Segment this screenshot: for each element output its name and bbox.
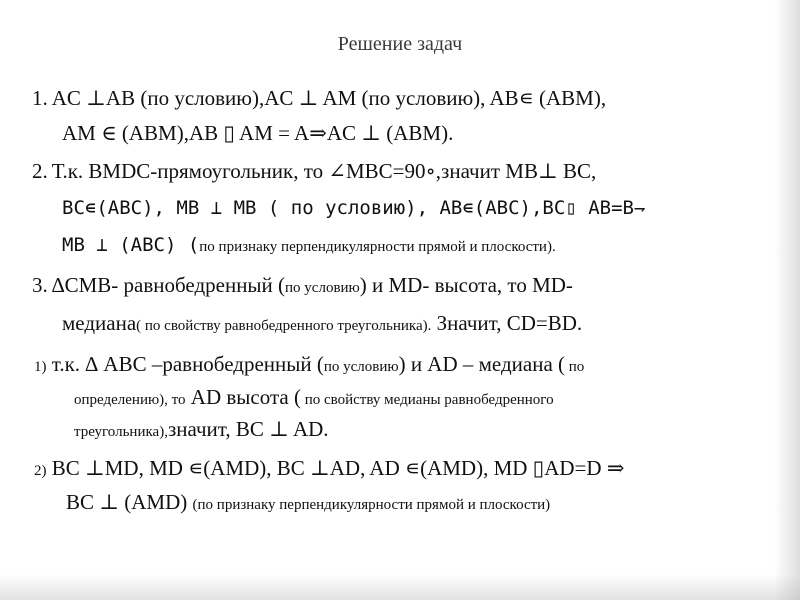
line-note: определению), то <box>74 392 186 408</box>
slide-title: Решение задач <box>337 33 463 55</box>
line-10 <box>74 417 329 442</box>
line-3 <box>32 159 596 184</box>
line-8 <box>34 352 584 377</box>
line-text: BC ⊥MD, MD ∊(AMD), BC ⊥AD, AD ∊(AMD), MD ▯AD=D ⇒ <box>46 456 625 480</box>
line-2 <box>62 121 453 146</box>
line-note: ( по свойству равнобедренного треугольника). <box>136 318 432 334</box>
item-number: 1. <box>32 86 48 110</box>
line-7 <box>62 311 582 336</box>
line-text: AC ⊥AB (по условию),AC ⊥ AM (по условию), AB∊ (ABM), <box>51 86 607 110</box>
line-note: (по признаку перпендикулярности прямой и плоскости) <box>192 497 551 513</box>
item-number: 2) <box>34 463 47 479</box>
line-text: AM ∈ (ABM),AB ▯ AM = A⇒AC ⊥ (ABM). <box>62 121 454 145</box>
item-number: 1) <box>34 359 47 375</box>
line-main: т.к. ∆ ABC –равнобедренный ( <box>46 352 324 376</box>
line-note: по признаку перпендикулярности прямой и плоскости). <box>199 239 556 255</box>
item-number: 2. <box>32 159 48 183</box>
line-12 <box>66 490 550 515</box>
line-note: по условию <box>323 359 399 375</box>
line-note: по условию <box>285 280 360 296</box>
line-1 <box>32 86 606 111</box>
line-main: MB ⊥ (ABC) ( <box>62 234 200 256</box>
line-11 <box>34 456 624 481</box>
line-note-2: по свойству медианы равнобедренного <box>300 392 554 408</box>
line-text: Т.к. BMDC-прямоугольник, то ∠MBC=90∘,значит MB⊥ BC, <box>51 159 597 183</box>
slide-shadow-right <box>774 0 800 600</box>
line-9 <box>74 385 554 410</box>
line-main: значит, BC ⊥ AD. <box>167 417 329 441</box>
line-tail: ) и MD- высота, то MD- <box>359 273 573 297</box>
line-main: BC ⊥ (AMD) <box>66 490 193 514</box>
line-main: ∆CMB- равнобедренный ( <box>51 273 286 297</box>
line-5 <box>62 234 556 256</box>
line-main: медиана <box>62 311 137 335</box>
slide-shadow-bottom <box>0 574 800 600</box>
line-note: треугольника), <box>74 424 168 440</box>
line-text: BC∊(ABC), MB ⊥ MB ( по условию), AB∊(ABC),BC▯ AB=B⇁ <box>62 197 646 219</box>
line-note-2: по <box>565 359 585 375</box>
line-6 <box>32 273 573 298</box>
line-tail: Значит, CD=BD. <box>431 311 583 335</box>
line-4 <box>62 197 645 219</box>
item-number: 3. <box>32 273 48 297</box>
line-tail: ) и AD – медиана ( <box>398 352 566 376</box>
line-main: AD высота ( <box>185 385 301 409</box>
